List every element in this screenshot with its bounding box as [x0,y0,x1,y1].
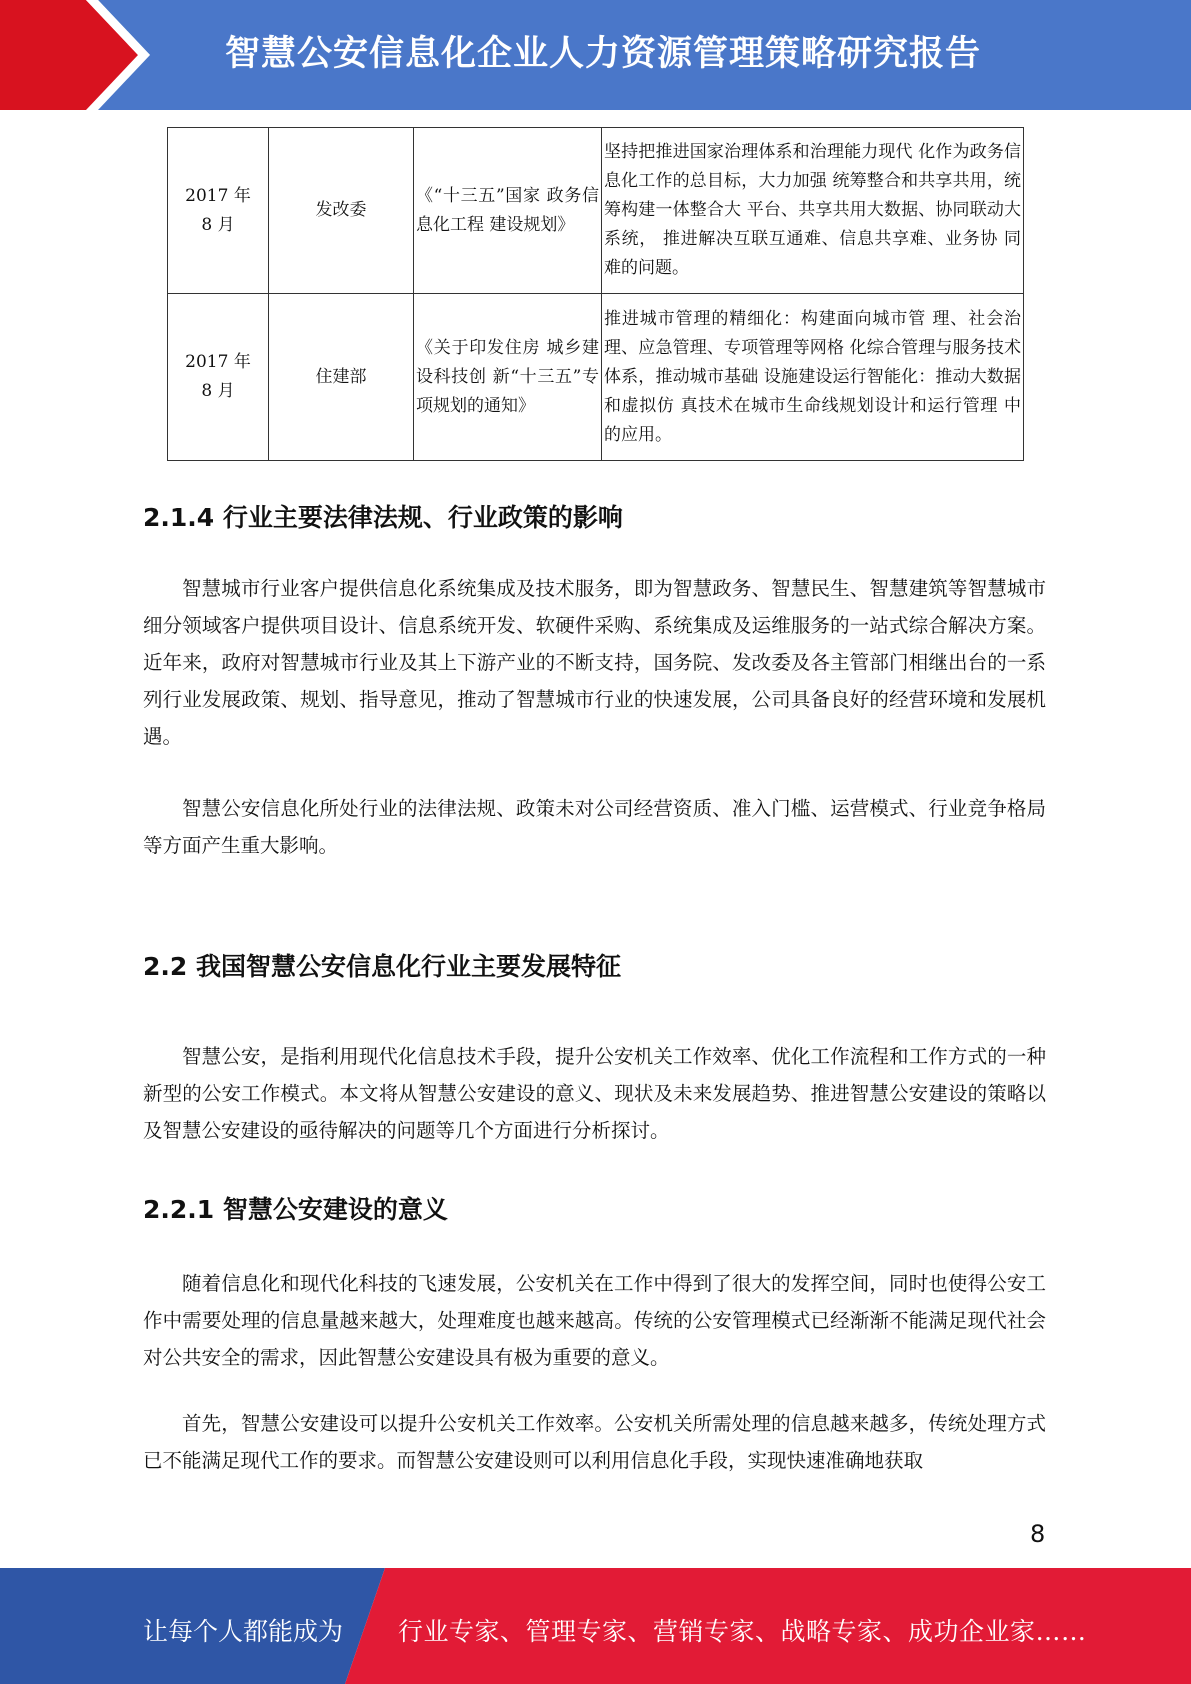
table-cell-desc: 推进城市管理的精细化：构建面向城市管 理、社会治理、应急管理、专项管理等网格 化综合管理与服务技术体系，推动城市基础 设施建设运行智能化：推动大数据和虚拟仿 真技术在城市生命线规划设计和运行管理 中的应用。 [602,294,1024,461]
table-cell-doc: 《“十三五”国家 政务信息化工程 建设规划》 [414,128,602,294]
section-heading-2-2: 2.2 我国智慧公安信息化行业主要发展特征 [143,952,621,981]
paragraph: 随着信息化和现代化科技的飞速发展，公安机关在工作中得到了很大的发挥空间，同时也使得公安工作中需要处理的信息量越来越大，处理难度也越来越高。传统的公安管理模式已经渐渐不能满足现代社会对公共安全的需求，因此智慧公安建设具有极为重要的意义。 [143,1272,1046,1369]
page-header [0,0,1191,110]
table-cell-date [168,294,269,461]
table-row [168,294,1024,461]
footer-slogan-left: 让每个人都能成为 [143,1617,344,1646]
date-year: 2017 年 [185,352,251,372]
policy-table [167,127,1024,461]
table-cell-desc: 坚持把推进国家治理体系和治理能力现代 化作为政务信息化工作的总目标，大力加强 统筹整合和共享共用，统筹构建一体整合大 平台、共享共用大数据、协同联动大系统， 推进解决互联互通难、信息共享难、业务协 同难的问题。 [602,128,1024,294]
table-cell-dept: 发改委 [269,128,414,294]
header-red-arrow [0,0,150,110]
table-row [168,128,1024,294]
date-month: 8 月 [201,381,235,401]
table-cell-date [168,128,269,294]
paragraph: 智慧公安信息化所处行业的法律法规、政策未对公司经营资质、准入门槛、运营模式、行业竞争格局等方面产生重大影响。 [143,797,1046,857]
date-year: 2017 年 [185,185,251,206]
table-cell-dept: 住建部 [269,294,414,461]
header-title: 智慧公安信息化企业人力资源管理策略研究报告 [225,34,982,74]
page-number: 8 [1030,1520,1046,1548]
date-month: 8 月 [201,214,235,235]
footer-slogan-right: 行业专家、管理专家、营销专家、战略专家、成功企业家…… [398,1617,1087,1646]
section-heading-2-2-1: 2.2.1 智慧公安建设的意义 [143,1195,448,1224]
paragraph: 首先，智慧公安建设可以提升公安机关工作效率。公安机关所需处理的信息越来越多，传统处理方式已不能满足现代工作的要求。而智慧公安建设则可以利用信息化手段，实现快速准确地获取 [143,1412,1046,1472]
paragraph: 智慧城市行业客户提供信息化系统集成及技术服务，即为智慧政务、智慧民生、智慧建筑等智慧城市细分领域客户提供项目设计、信息系统开发、软硬件采购、系统集成及运维服务的一站式综合解决方案。近年来，政府对智慧城市行业及其上下游产业的不断支持，国务院、发改委及各主管部门相继出台的一系列行业发展政策、规划、指导意见，推动了智慧城市行业的快速发展，公司具备良好的经营环境和发展机遇。 [143,577,1046,748]
page-footer [0,1568,1191,1684]
paragraph: 智慧公安，是指利用现代化信息技术手段，提升公安机关工作效率、优化工作流程和工作方式的一种新型的公安工作模式。本文将从智慧公安建设的意义、现状及未来发展趋势、推进智慧公安建设的策略以及智慧公安建设的亟待解决的问题等几个方面进行分析探讨。 [143,1045,1046,1142]
section-heading-2-1-4: 2.1.4 行业主要法律法规、行业政策的影响 [143,503,623,532]
table-cell-doc: 《关于印发住房 城乡建设科技创 新“十三五”专 项规划的通知》 [414,294,602,461]
